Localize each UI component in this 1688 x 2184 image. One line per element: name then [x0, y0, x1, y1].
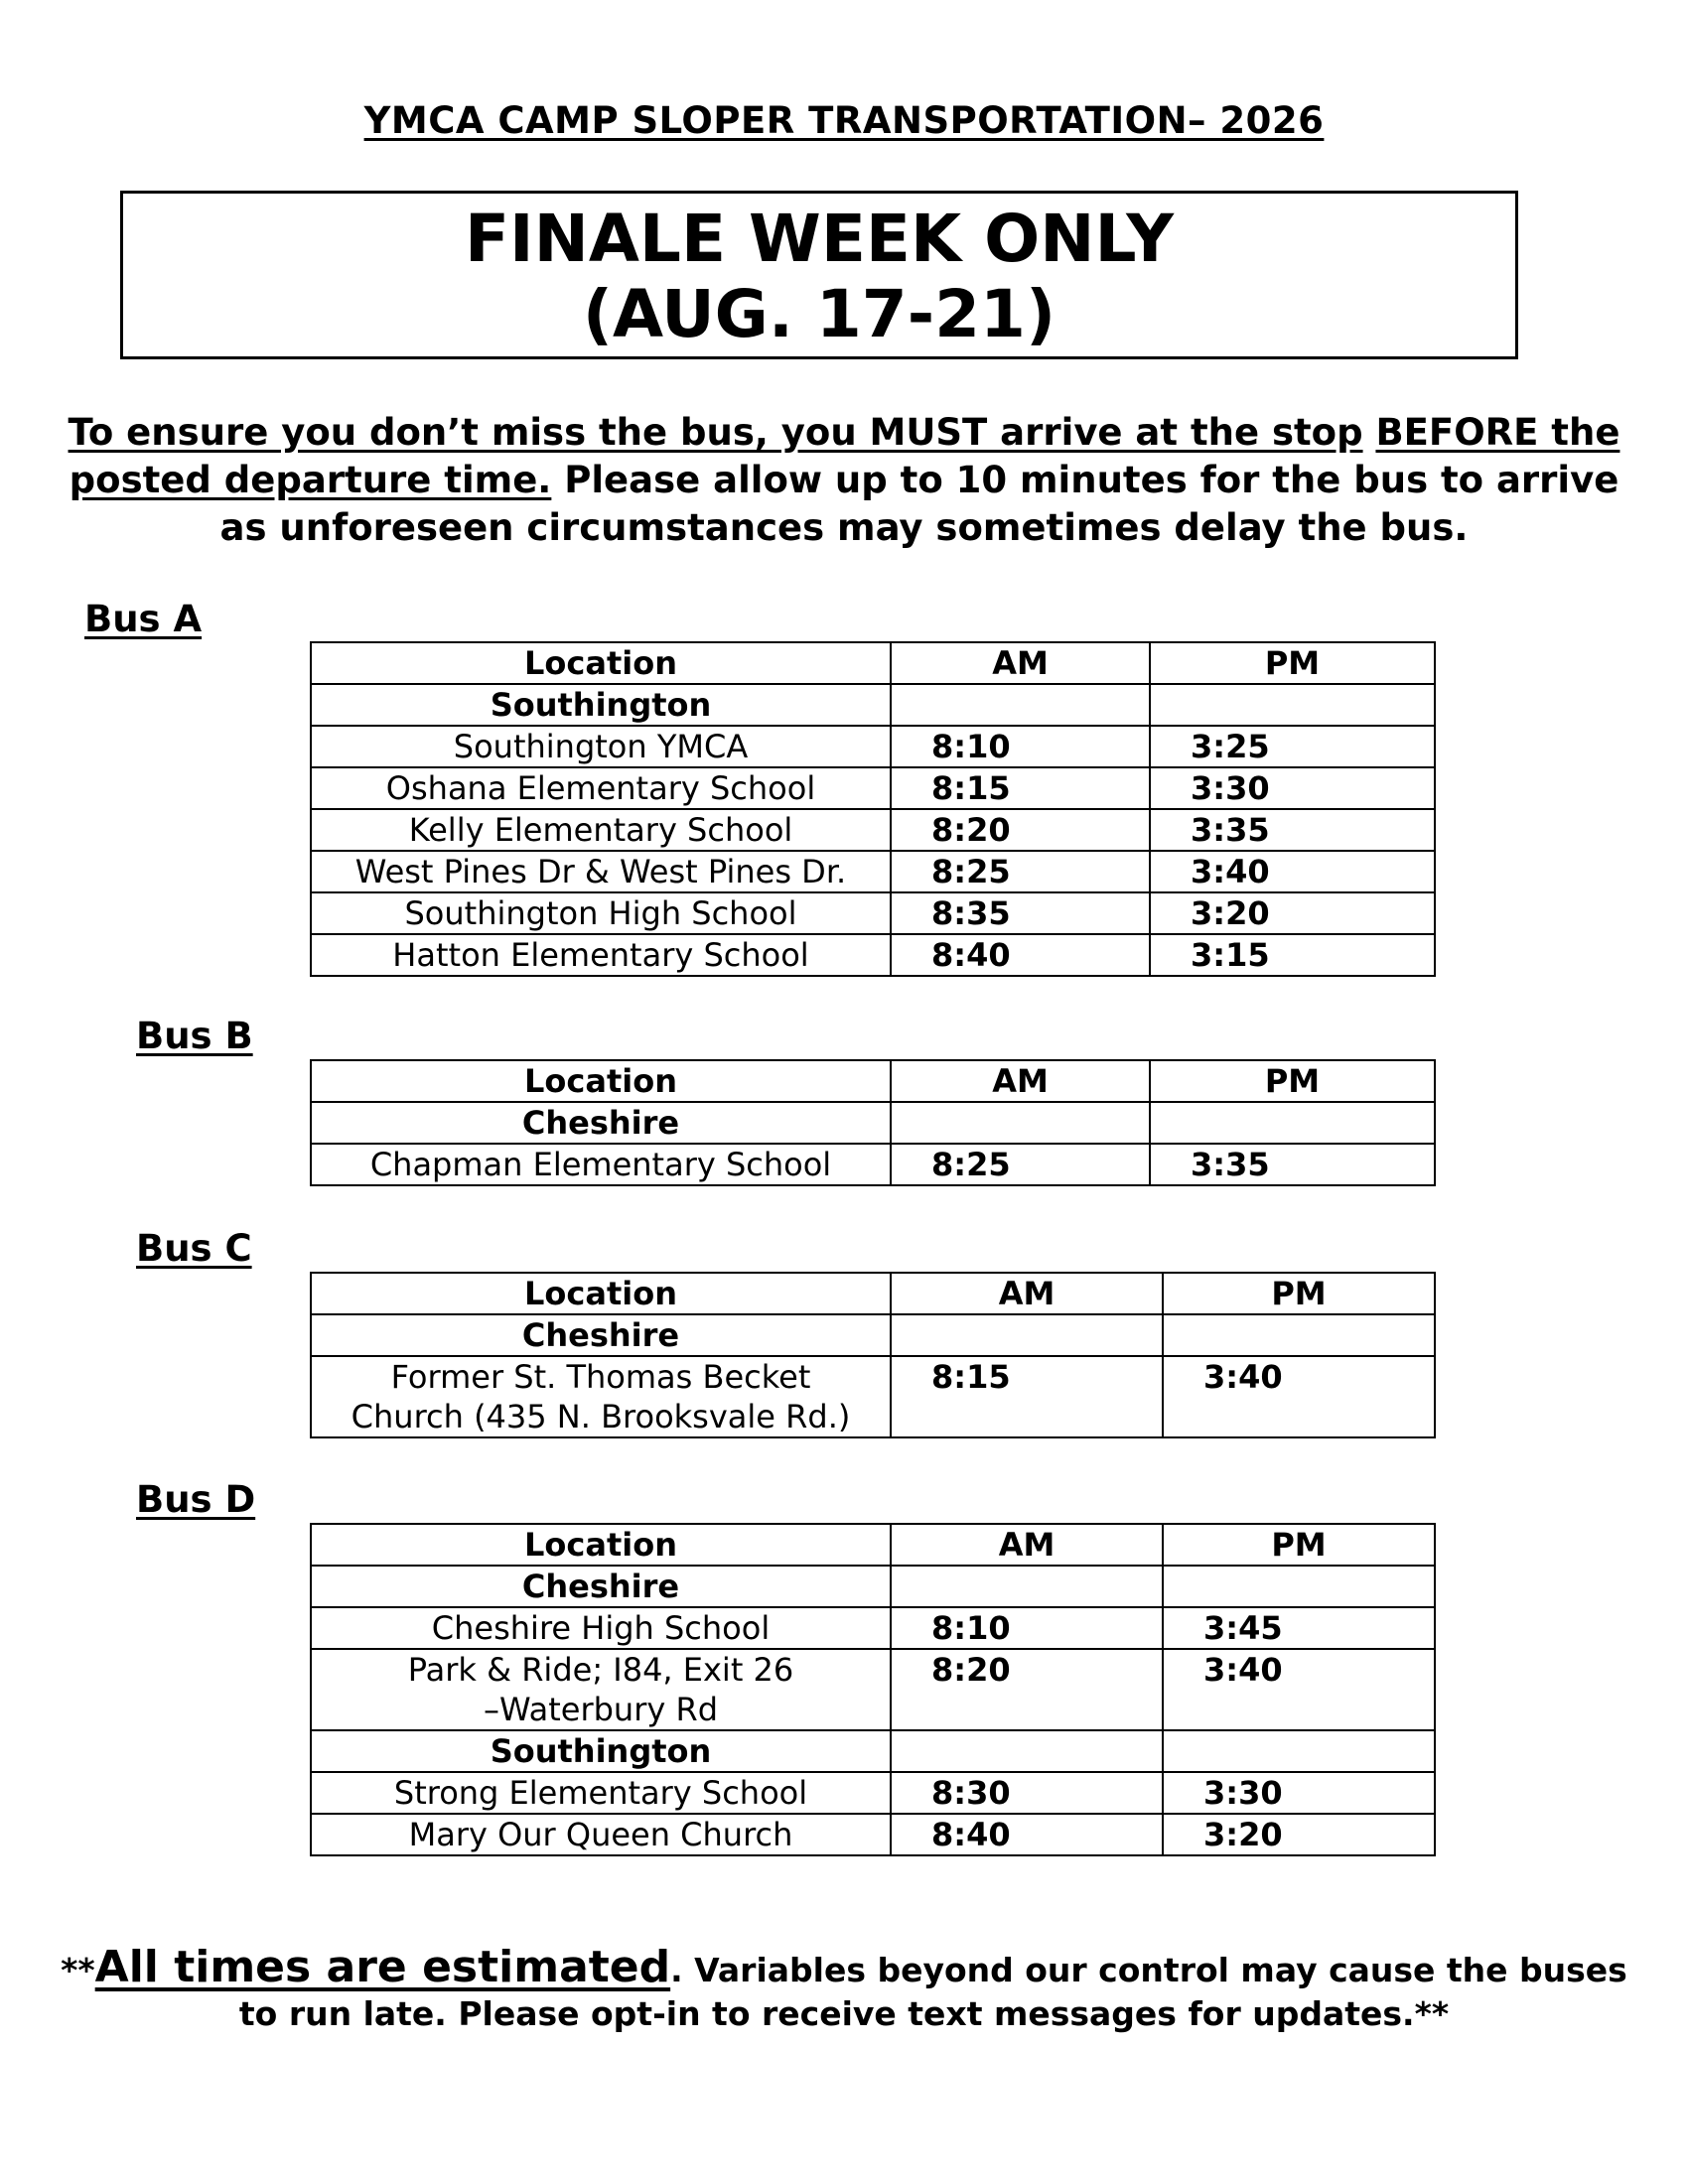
stop-location-line-1: Former St. Thomas Becket [390, 1358, 811, 1396]
footer-rest: . Variables beyond our control may cause the buses to run late. Please opt-in to receive text messages for updates.** [238, 1951, 1627, 2033]
am-time: 8:10 [891, 1607, 1163, 1649]
table-row [311, 1356, 1435, 1437]
am-time: 8:15 [891, 1356, 1163, 1437]
bus-b-schedule [310, 1059, 1436, 1186]
area-row [311, 1102, 1435, 1144]
stop-location: Kelly Elementary School [311, 809, 891, 851]
area-name: Southington [311, 684, 891, 726]
pm-header: PM [1150, 1060, 1435, 1102]
stop-location: Oshana Elementary School [311, 767, 891, 809]
area-name: Cheshire [311, 1566, 891, 1607]
area-name: Cheshire [311, 1102, 891, 1144]
am-time: 8:15 [891, 767, 1150, 809]
am-time: 8:10 [891, 726, 1150, 767]
stop-location: Hatton Elementary School [311, 934, 891, 976]
stop-location: West Pines Dr & West Pines Dr. [311, 851, 891, 892]
am-header: AM [891, 1060, 1150, 1102]
bus-c-label: Bus C [136, 1227, 252, 1270]
table-header-row [311, 642, 1435, 684]
footer-prefix: ** [61, 1951, 95, 1989]
location-header: Location [311, 1060, 891, 1102]
bus-a-label: Bus A [84, 598, 203, 640]
pm-header: PM [1163, 1524, 1435, 1566]
pm-time: 3:20 [1150, 892, 1435, 934]
pm-header: PM [1150, 642, 1435, 684]
notice-before-departure: BEFORE the posted departure time. [69, 411, 1620, 501]
pm-time: 3:40 [1150, 851, 1435, 892]
am-header: AM [891, 642, 1150, 684]
notice-must-arrive: To ensure you don’t miss the bus, you MUST arrive at the stop [68, 411, 1363, 454]
stop-location: Mary Our Queen Church [311, 1814, 891, 1855]
stop-location: Strong Elementary School [311, 1772, 891, 1814]
pm-time: 3:15 [1150, 934, 1435, 976]
table-row [311, 809, 1435, 851]
table-row [311, 1144, 1435, 1185]
am-time: 8:40 [891, 934, 1150, 976]
bus-c-schedule [310, 1272, 1436, 1438]
pm-time: 3:25 [1150, 726, 1435, 767]
location-header: Location [311, 1524, 891, 1566]
area-row [311, 1730, 1435, 1772]
finale-week-banner [120, 191, 1518, 359]
footer-emphasis: All times are estimated [94, 1942, 671, 1992]
am-header: AM [891, 1273, 1163, 1314]
notice-allow-time: Please allow up to 10 minutes for the bus to arrive as unforeseen circumstances may sometimes delay the bus. [219, 459, 1619, 549]
am-time: 8:25 [891, 1144, 1150, 1185]
am-time: 8:25 [891, 851, 1150, 892]
pm-time: 3:35 [1150, 809, 1435, 851]
table-header-row [311, 1273, 1435, 1314]
pm-time: 3:45 [1163, 1607, 1435, 1649]
location-header: Location [311, 1273, 891, 1314]
table-row [311, 726, 1435, 767]
table-row [311, 1814, 1435, 1855]
stop-location [311, 1649, 891, 1730]
pm-time: 3:35 [1150, 1144, 1435, 1185]
table-row [311, 1607, 1435, 1649]
area-row [311, 684, 1435, 726]
table-header-row [311, 1060, 1435, 1102]
am-time: 8:35 [891, 892, 1150, 934]
table-row [311, 767, 1435, 809]
banner-line-1: FINALE WEEK ONLY [464, 201, 1175, 277]
table-row [311, 851, 1435, 892]
bus-b-label: Bus B [136, 1015, 253, 1057]
area-row [311, 1314, 1435, 1356]
pm-header: PM [1163, 1273, 1435, 1314]
stop-location: Chapman Elementary School [311, 1144, 891, 1185]
stop-location [311, 1356, 891, 1437]
am-time: 8:30 [891, 1772, 1163, 1814]
stop-location: Cheshire High School [311, 1607, 891, 1649]
table-row [311, 934, 1435, 976]
stop-location-line-2: –Waterbury Rd [484, 1691, 718, 1728]
document-title: YMCA CAMP SLOPER TRANSPORTATION– 2026 [363, 99, 1325, 142]
stop-location-line-1: Park & Ride; I84, Exit 26 [407, 1651, 794, 1689]
pm-time: 3:30 [1163, 1772, 1435, 1814]
am-time: 8:40 [891, 1814, 1163, 1855]
stop-location: Southington High School [311, 892, 891, 934]
bus-d-schedule [310, 1523, 1436, 1856]
table-header-row [311, 1524, 1435, 1566]
arrival-notice [60, 409, 1628, 552]
area-name: Southington [311, 1730, 891, 1772]
pm-time: 3:40 [1163, 1649, 1435, 1730]
stop-location: Southington YMCA [311, 726, 891, 767]
banner-line-2: (AUG. 17-21) [582, 276, 1056, 352]
bus-d-label: Bus D [136, 1478, 256, 1521]
am-header: AM [891, 1524, 1163, 1566]
am-time: 8:20 [891, 1649, 1163, 1730]
location-header: Location [311, 642, 891, 684]
area-row [311, 1566, 1435, 1607]
table-row [311, 1649, 1435, 1730]
stop-location-line-2: Church (435 N. Brooksvale Rd.) [351, 1398, 851, 1435]
table-row [311, 1772, 1435, 1814]
pm-time: 3:30 [1150, 767, 1435, 809]
am-time: 8:20 [891, 809, 1150, 851]
bus-a-schedule [310, 641, 1436, 977]
area-name: Cheshire [311, 1314, 891, 1356]
pm-time: 3:20 [1163, 1814, 1435, 1855]
estimate-disclaimer [60, 1942, 1628, 2036]
pm-time: 3:40 [1163, 1356, 1435, 1437]
table-row [311, 892, 1435, 934]
